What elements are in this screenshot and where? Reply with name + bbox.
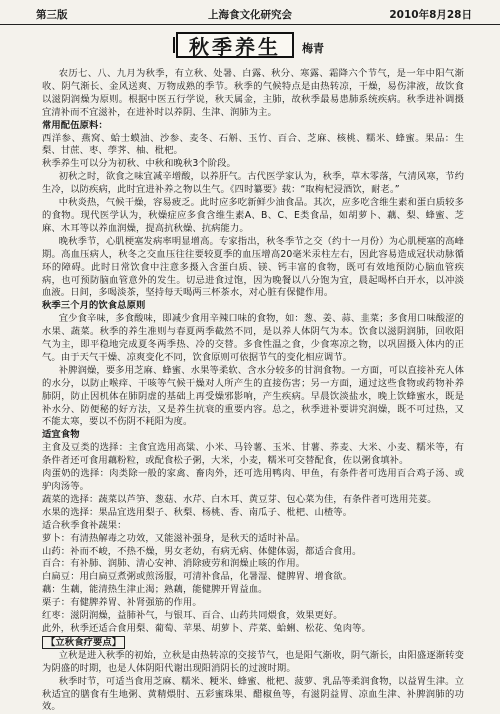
article-paragraph: 白扁豆：用白扁豆煮粥或煎汤服，可清补食品，化暑湿、健脾胃、增食欲。 <box>42 571 353 583</box>
article-paragraph: 栗子：有健脾养胃、补肾强筋的作用。 <box>42 597 202 609</box>
article-paragraph: 红枣：滋阴润燥，益肺补气，与银耳、百合、山药共同煨食，效果更好。 <box>42 610 343 622</box>
article-heading <box>0 30 500 64</box>
article-author: 梅青 <box>302 42 324 55</box>
issue-date: 2010年8月28日 <box>389 9 472 21</box>
article-paragraph: 藕：生藕，能清热生津止渴；熟藕，能健脾开胃益血。 <box>42 584 268 596</box>
article-paragraph: 秋季养生可以分为初秋、中秋和晚秋3个阶段。 <box>42 158 236 170</box>
article-paragraph: 西洋参、燕窝、蛤士蟆油、沙参、麦冬、石斛、玉竹、百合、芝麻、核桃、糯米、蜂蜜。果品：生梨、甘蔗、枣、荸荠、柚、枇杷。 <box>42 132 464 157</box>
article-paragraph: 百合：有补肺、润肺、清心安神、消除疲劳和润燥止咳的作用。 <box>42 558 306 570</box>
page-header <box>0 0 500 25</box>
article-paragraph: 蔬菜的选择：蔬菜以芦笋、葱菇、水芹、白木耳、黄豆芽、包心菜为佳，有条件者可选用芫荽。 <box>42 493 437 505</box>
article-paragraph: 水果的选择：果品宜选用梨子、秋梨、杨桃、香、南瓜子、枇杷、山楂等。 <box>42 506 353 518</box>
article-paragraph: 立秋是进入秋季的初始，立秋是由热转凉的交接节气，也是阳气渐收，阴气渐长，由阳盛逐渐转变为阴盛的时期，也是人体阴阳代谢出现阳消阴长的过渡时期。 <box>42 649 464 674</box>
article-paragraph: 秋季三个月的饮食总原则 <box>42 300 146 312</box>
article-paragraph: 适合秋季食补蔬果： <box>42 519 127 531</box>
article-paragraph: 秋季时节，可适当食用芝麻、糯米、粳米、蜂蜜、枇杷、菠萝、乳品等柔润食物，以益胃生津。立秋适宜的膳食有生地粥、黄精煨肘、五彩蜜珠果、醋椒鱼等，有滋阴益胃、凉血生津、补脾润肺的功效。 <box>42 675 464 713</box>
article-paragraph: 常用配伍原料： <box>42 119 108 131</box>
publication-name: 上海食文化研究会 <box>208 9 292 21</box>
article-paragraph: 萝卜：有清热解毒之功效，又能滋补强身，是秋天的适时补品。 <box>42 532 306 544</box>
article-body <box>42 68 464 714</box>
article-paragraph: 中秋炎热，气候干燥，容易疲乏。此时应多吃新鲜少油食品。其次，应多吃含维生素和蛋白质较多的食物。现代医学认为，秋燥症应多食含维生素A、B、C、E类食品，如胡萝卜、藕、梨、蜂蜜、芝麻、木耳等以养血润燥，提高抗秋燥、抗病能力。 <box>42 197 464 234</box>
section-tag: 【立秋食疗要点】 <box>42 636 125 649</box>
article-paragraph: 补脾润燥，要多用芝麻、蜂蜜、水果等柔软、含水分较多的甘润食物。一方面，可以直接补充人体的水分，以防止喉痒、干咳等气候干燥对人所产生的直接伤害；另一方面，通过这些食物或药物补养肺阴，防止因机体在肺阴虚的基础上再受燥邪影响，产生疾病。早晨饮淡盐水，晚上饮蜂蜜水，既是补水分、防便秘的好方法，又是养生抗衰的重要内容。总之，秋季进补要讲究润燥，既不可过热，又不能太寒，要以不伤阴不耗阳为度。 <box>42 364 464 428</box>
article-paragraph: 初秋之时，欲食之味宜减辛增酸，以养肝气。古代医学家认为，秋季，草木零落，气清风寒，节约生冷，以防疾病，此时宜进补养之物以生气。《四时纂要》载：“取枸杞浸酒饮，耐老。” <box>42 171 464 196</box>
article-paragraph <box>42 636 464 650</box>
article-paragraph: 山药：补而不峻，不热不燥，男女老幼，有病无病、体健体弱，都适合食用。 <box>42 545 362 557</box>
article-paragraph: 农历七、八、九月为秋季，有立秋、处暑、白露、秋分、寒露、霜降六个节气，是一年中阳气渐收、阴气渐长、金风送爽、万物成熟的季节。秋季的气候特点是由热转凉，干燥，易伤津液，故饮食以滋阴润燥为原则。根据中医五行学说，秋天属金，主肺，故秋季最易患肺系统疾病。秋季进补调摄宜清补而不宜滋补，在进补时以养阴、生津、润肺为主。 <box>42 68 464 118</box>
article-paragraph: 宜少食辛味，多食酸味，即减少食用辛辣口味的食物，如：葱、姜、蒜、韭菜；多食用口味酸涩的水果、蔬菜。秋季的养生准则与春夏两季截然不同，是以养人体阴气为本。饮食以滋阴润肺，回收阳气为主，即平稳地完成夏冬两季热、冷的交替。多食性温之食，少食寒凉之物，以巩固摄入体内的正气。由于天气干燥、凉爽变化不同，饮食原则可依据节气的变化相应调节。 <box>42 313 464 363</box>
article-paragraph: 主食及豆类的选择：主食宜选用高粱、小米、马铃薯、玉米、甘薯、荞麦、大米、小麦、糯米等，有条件者还可食用藕粉粒，或配食松子粥，大米，小麦，糯米可交替配食，佐以粥食填补。 <box>42 442 464 467</box>
article-paragraph: 晚秋季节，心肌梗塞发病率明显增高。专家指出，秋冬季节之交（约十一月份）为心肌梗塞的高峰期。高血压病人，秋冬之交血压往往要较夏季的血压增高20毫米汞柱左右，因此容易造成冠状动脉循环的障碍。此时日常饮食中注意多摄入含蛋白质、镁、钙丰富的食物，既可有效地预防心脑血管疾病，也可预防脑血管意外的发生。切忌进食过饱，因为晚餐以八分饱为宜，晨起喝杯白开水，以冲淡血液。日间，多喝淡茶，坚持每天喝两三杯茶水，对心脏有保健作用。 <box>42 235 464 299</box>
article-title: 秋季养生 <box>176 32 294 58</box>
edition-label: 第三版 <box>36 9 68 21</box>
article-paragraph: 适宜食物 <box>42 429 80 441</box>
article-paragraph: 此外，秋季还适合食用梨、葡萄、苹果、胡萝卜、芹菜、蛤蜊、松花、兔肉等。 <box>42 622 371 634</box>
article-paragraph: 肉蛋奶的选择：肉类除一般的家禽、畜肉外，还可选用鸭肉、甲鱼，有条件者可选用百合鸡子汤、或驴肉汤等。 <box>42 468 464 492</box>
